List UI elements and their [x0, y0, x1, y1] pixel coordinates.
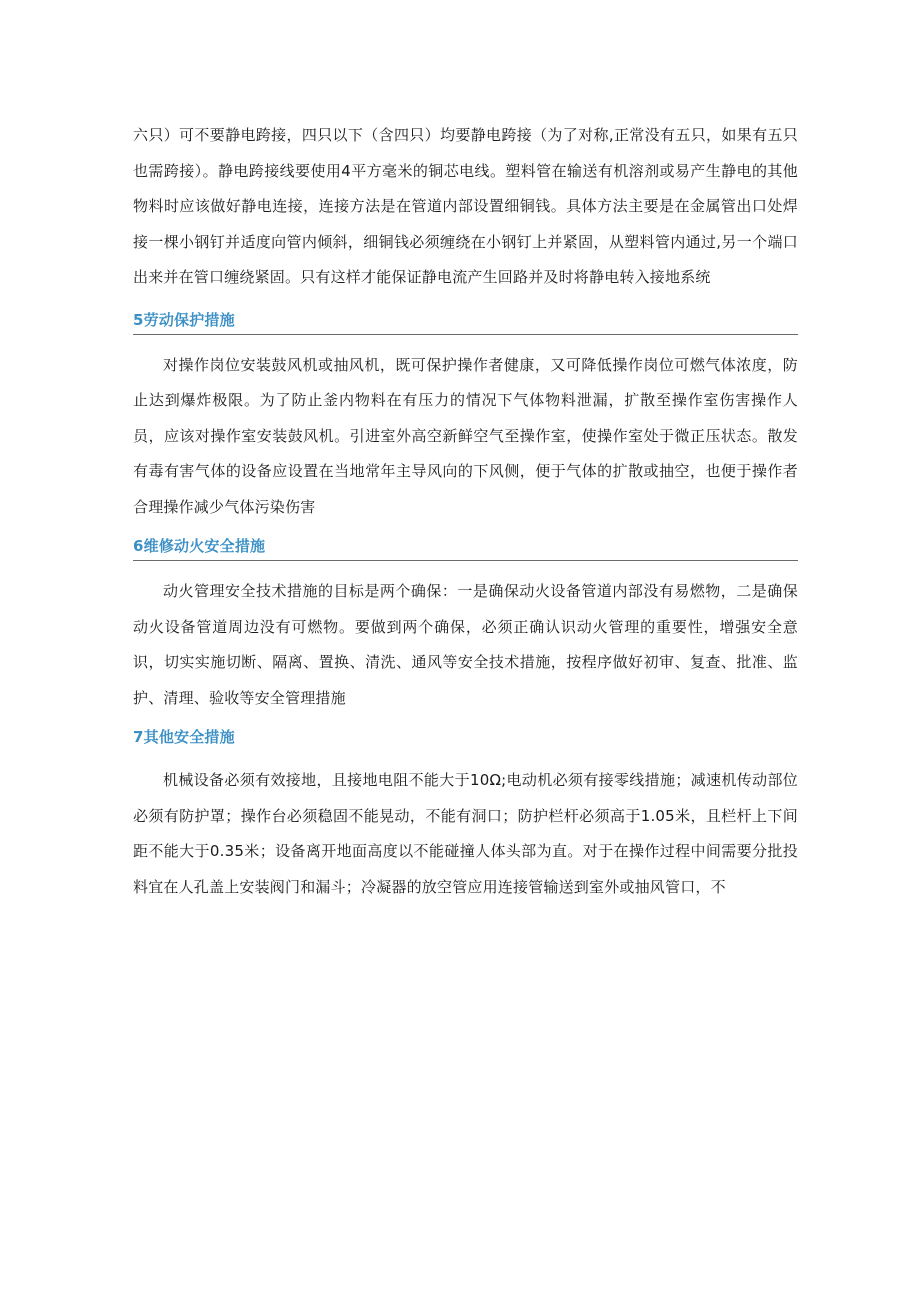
document-page: [133, 118, 798, 905]
section-heading-labor-protection: 5劳动保护措施: [133, 308, 798, 335]
section-body-hot-work-safety: 动火管理安全技术措施的目标是两个确保：一是确保动火设备管道内部没有易燃物，二是确保动火设备管道周边没有可燃物。要做到两个确保，必须正确认识动火管理的重要性，增强安全意识，切实实施切断、隔离、置换、清洗、通风等安全技术措施，按程序做好初审、复查、批准、监护、清理、验收等安全管理措施: [133, 582, 798, 707]
section-heading-other-safety: 7其他安全措施: [133, 728, 235, 746]
intro-paragraph: 六只）可不要静电跨接，四只以下（含四只）均要静电跨接（为了对称,正常没有五只，如果有五只也需跨接）。静电跨接线要使用4平方毫米的铜芯电线。塑料管在输送有机溶剂或易产生静电的其他物料时应该做好静电连接，连接方法是在管道内部设置细铜钱。具体方法主要是在金属管出口处焊接一棵小钢钉并适度向管内倾斜，细铜钱必须缠绕在小钢钉上并紧固，从塑料管内通过,另一个端口出来并在管口缠绕紧固。只有这样才能保证静电流产生回路并及时将静电转入接地系统: [133, 126, 798, 286]
section-body-other-safety: 机械设备必须有效接地，且接地电阻不能大于10Ω;电动机必须有接零线措施；减速机传动部位必须有防护罩；操作台必须稳固不能晃动，不能有洞口；防护栏杆必须高于1.05米，且栏杆上下间距不能大于0.35米；设备离开地面高度以不能碰撞人体头部为直。对于在操作过程中间需要分批投料宜在人孔盖上安装阀门和漏斗；冷凝器的放空管应用连接管输送到室外或抽风管口，不: [133, 771, 798, 896]
section-body-labor-protection: 对操作岗位安装鼓风机或抽风机，既可保护操作者健康，又可降低操作岗位可燃气体浓度，防止达到爆炸极限。为了防止釜内物料在有压力的情况下气体物料泄漏，扩散至操作室伤害操作人员，应该对操作室安装鼓风机。引进室外高空新鲜空气至操作室，使操作室处于微正压状态。散发有毒有害气体的设备应设置在当地常年主导风向的下风侧，便于气体的扩散或抽空，也便于操作者合理操作减少气体污染伤害: [133, 355, 798, 516]
section-heading-hot-work-safety: 6维修动火安全措施: [133, 534, 798, 561]
